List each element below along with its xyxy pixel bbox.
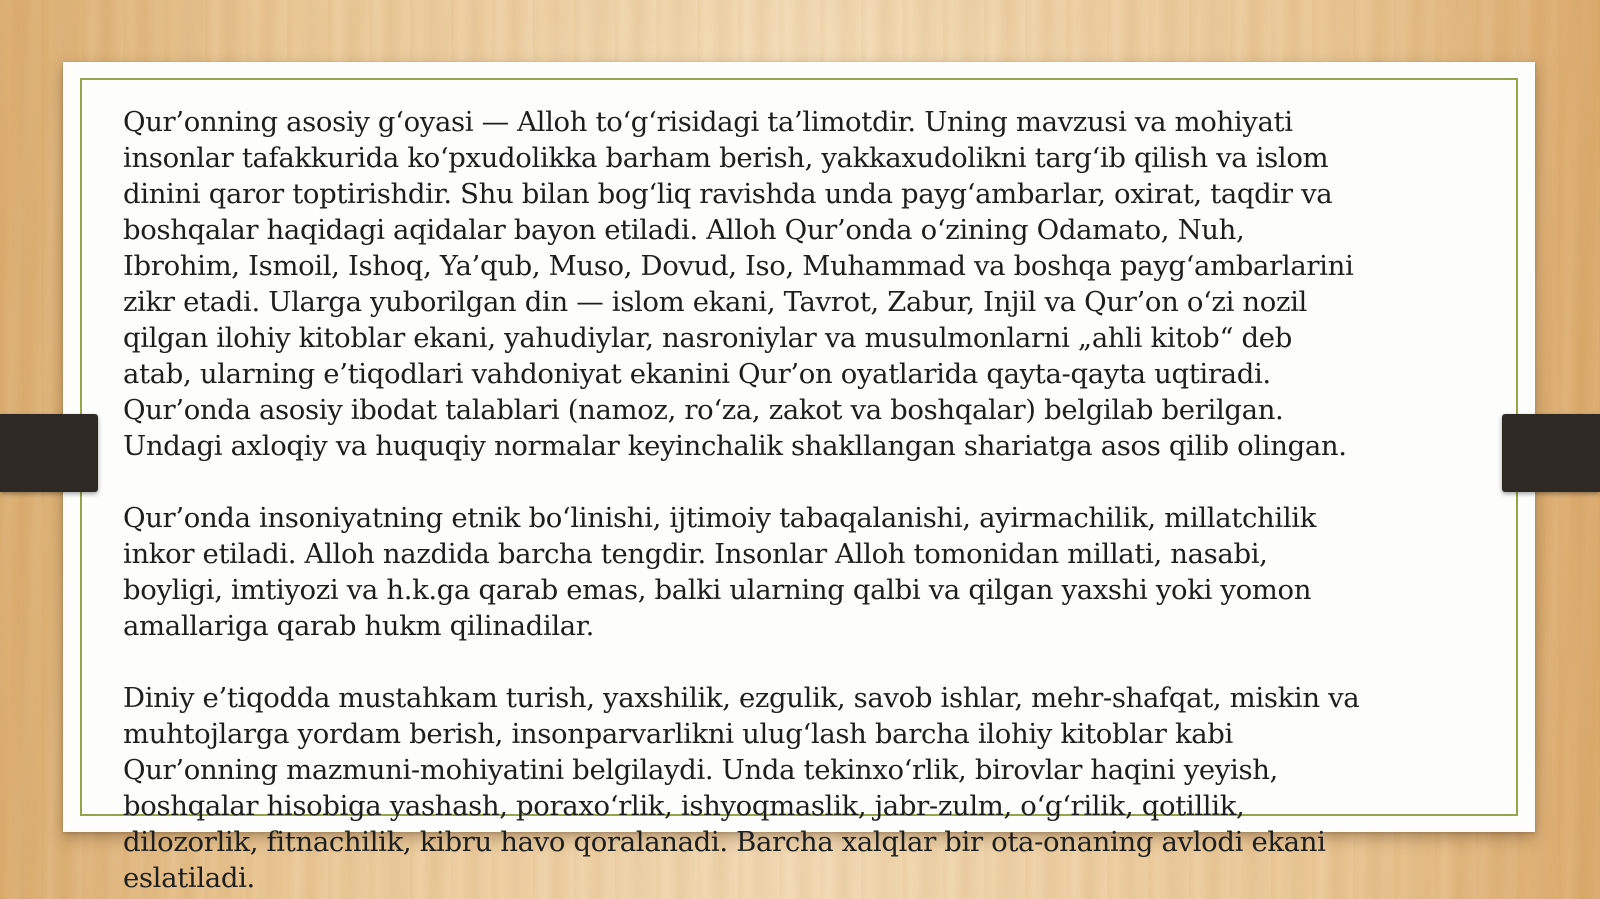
paragraph-2: Qur’onda insoniyatning etnik bo‘linishi, ijtimoiy tabaqalanishi, ayirmachilik, millatchilik inkor etiladi. Alloh nazdida barcha tengdir. Insonlar Alloh tomonidan millati, nasabi, boyligi, imtiyozi va h.k.ga qarab emas, balki ularning qalbi va qilgan yaxshi yoki yomon amallariga qarab hukm qilinadilar. — [123, 502, 1317, 642]
left-decorative-tab — [0, 414, 98, 492]
paragraph-1: Qur’onning asosiy g‘oyasi — Alloh to‘g‘risidagi ta’limotdir. Uning mavzusi va mohiyati insonlar tafakkurida ko‘pxudolikka barham berish, yakkaxudolikni targ‘ib qilish va islom dinini qaror toptirishdir. Shu bilan bog‘liq ravishda unda payg‘ambarlar, oxirat, taqdir va boshqalar haqidagi aqidalar bayon etiladi. Alloh Qur’onda o‘zining Odamato, Nuh, Ibrohim, Ismoil, Ishoq, Ya’qub, Muso, Dovud, Iso, Muhammad va boshqa payg‘ambarlarini zikr etadi. Ularga yuborilgan din — islom ekani, Tavrot, Zabur, Injil va Qur’on o‘zi nozil qilgan ilohiy kitoblar ekani, yahudiylar, nasroniylar va musulmonlarni „ahli kitob“ deb atab, ularning e’tiqodlari vahdoniyat ekanini Qur’on oyatlarida qayta-qayta uqtiradi. Qur’onda asosiy ibodat talablari (namoz, ro‘za, zakot va boshqalar) belgilab berilgan. Undagi axloqiy va huquqiy normalar keyinchalik shakllangan shariatga asos qilib olingan. — [123, 106, 1354, 462]
paragraph-3: Diniy e’tiqodda mustahkam turish, yaxshilik, ezgulik, savob ishlar, mehr-shafqat, miskin va muhtojlarga yordam berish, insonparvarlikni ulug‘lash barcha ilohiy kitoblar kabi Qur’onning mazmuni-mohiyatini belgilaydi. Unda tekinxo‘rlik, birovlar haqini yeyish, boshqalar hisobiga yashash, poraxo‘rlik, ishyoqmaslik, jabr-zulm, o‘g‘rilik, qotillik, dilozorlik, fitnachilik, kibru havo qoralanadi. Barcha xalqlar bir ota-onaning avlodi ekani eslatiladi. — [123, 682, 1360, 894]
slide-body-text — [123, 104, 1443, 899]
right-decorative-tab — [1502, 414, 1600, 492]
